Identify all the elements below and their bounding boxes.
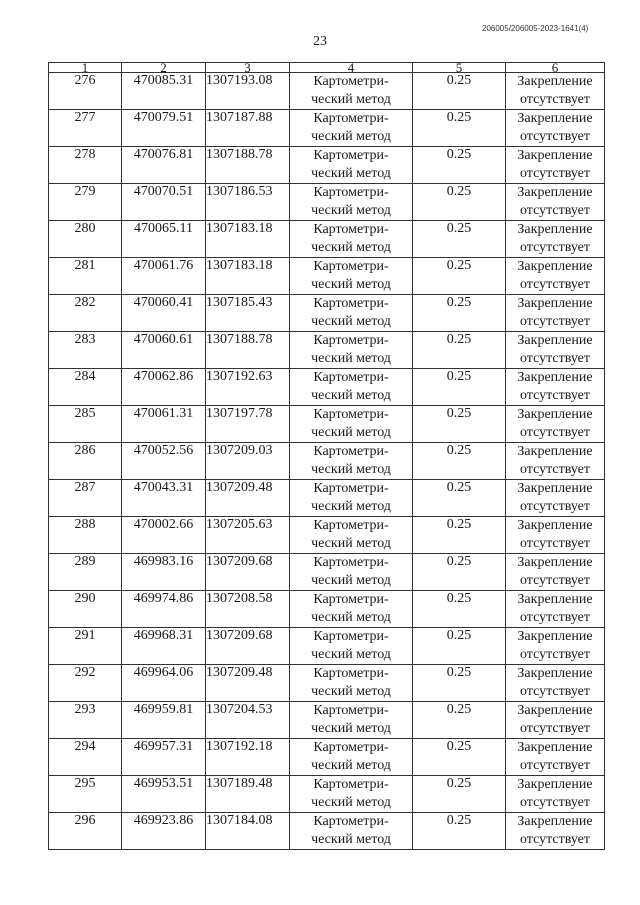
fixing-line-1: Закрепление <box>517 555 593 570</box>
point-number: 292 <box>49 665 122 702</box>
method-line-1: Картометри- <box>313 296 389 311</box>
method-cell <box>290 221 413 258</box>
method-cell <box>290 184 413 221</box>
table-row <box>49 73 605 110</box>
method-cell <box>290 73 413 110</box>
fixing-line-2: отсутствует <box>519 647 591 662</box>
fixing-cell <box>506 739 605 776</box>
method-line-1: Картометри- <box>313 703 389 718</box>
table-row <box>49 443 605 480</box>
fixing-line-2: отсутствует <box>519 832 591 847</box>
fixing-line-1: Закрепление <box>517 259 593 274</box>
document-id: 206005/206005-2023-1641(4) <box>482 24 589 33</box>
fixing-line-1: Закрепление <box>517 814 593 829</box>
method-line-2: ческий метод <box>311 351 391 366</box>
fixing-line-1: Закрепление <box>517 333 593 348</box>
method-line-2: ческий метод <box>311 573 391 588</box>
method-cell <box>290 332 413 369</box>
fixing-line-1: Закрепление <box>517 111 593 126</box>
table-row <box>49 369 605 406</box>
method-cell <box>290 369 413 406</box>
accuracy-value: 0.25 <box>413 480 506 517</box>
fixing-line-2: отсутствует <box>519 499 591 514</box>
table-row <box>49 554 605 591</box>
fixing-cell <box>506 665 605 702</box>
coordinate-x: 470060.41 <box>122 295 206 332</box>
coordinate-y: 1307192.63 <box>206 369 290 406</box>
table-row <box>49 258 605 295</box>
method-line-1: Картометри- <box>313 111 389 126</box>
table-row <box>49 517 605 554</box>
fixing-line-1: Закрепление <box>517 407 593 422</box>
coordinate-x: 470061.31 <box>122 406 206 443</box>
point-number: 287 <box>49 480 122 517</box>
fixing-line-2: отсутствует <box>519 795 591 810</box>
page-number: 23 <box>313 34 327 49</box>
method-line-1: Картометри- <box>313 814 389 829</box>
method-line-2: ческий метод <box>311 536 391 551</box>
table-row <box>49 480 605 517</box>
method-cell <box>290 480 413 517</box>
coordinate-x: 469964.06 <box>122 665 206 702</box>
column-header: 3 <box>206 63 290 73</box>
fixing-line-2: отсутствует <box>519 277 591 292</box>
fixing-line-1: Закрепление <box>517 666 593 681</box>
method-cell <box>290 258 413 295</box>
fixing-line-2: отсутствует <box>519 129 591 144</box>
point-number: 284 <box>49 369 122 406</box>
column-header: 5 <box>413 63 506 73</box>
table-row <box>49 665 605 702</box>
fixing-cell <box>506 443 605 480</box>
point-number: 294 <box>49 739 122 776</box>
method-line-1: Картометри- <box>313 370 389 385</box>
point-number: 282 <box>49 295 122 332</box>
fixing-line-2: отсутствует <box>519 610 591 625</box>
method-line-2: ческий метод <box>311 166 391 181</box>
fixing-cell <box>506 517 605 554</box>
method-line-2: ческий метод <box>311 758 391 773</box>
table-row <box>49 628 605 665</box>
fixing-line-2: отсутствует <box>519 425 591 440</box>
fixing-line-2: отсутствует <box>519 758 591 773</box>
method-line-1: Картометри- <box>313 592 389 607</box>
method-cell <box>290 295 413 332</box>
accuracy-value: 0.25 <box>413 406 506 443</box>
coordinate-y: 1307209.03 <box>206 443 290 480</box>
method-line-2: ческий метод <box>311 462 391 477</box>
fixing-line-2: отсутствует <box>519 314 591 329</box>
method-line-2: ческий метод <box>311 647 391 662</box>
fixing-cell <box>506 110 605 147</box>
coordinate-y: 1307204.53 <box>206 702 290 739</box>
coordinate-x: 469968.31 <box>122 628 206 665</box>
fixing-line-1: Закрепление <box>517 777 593 792</box>
coordinate-y: 1307183.18 <box>206 221 290 258</box>
column-header: 6 <box>506 63 605 73</box>
coordinate-x: 470076.81 <box>122 147 206 184</box>
coordinate-x: 469974.86 <box>122 591 206 628</box>
fixing-line-1: Закрепление <box>517 592 593 607</box>
fixing-cell <box>506 73 605 110</box>
table-row <box>49 406 605 443</box>
table-row <box>49 739 605 776</box>
method-line-1: Картометри- <box>313 444 389 459</box>
coordinate-y: 1307208.58 <box>206 591 290 628</box>
coordinate-y: 1307186.53 <box>206 184 290 221</box>
method-line-1: Картометри- <box>313 407 389 422</box>
coordinate-y: 1307185.43 <box>206 295 290 332</box>
method-cell <box>290 110 413 147</box>
accuracy-value: 0.25 <box>413 221 506 258</box>
method-line-1: Картометри- <box>313 629 389 644</box>
coordinate-y: 1307209.48 <box>206 480 290 517</box>
fixing-line-1: Закрепление <box>517 148 593 163</box>
fixing-line-2: отсутствует <box>519 240 591 255</box>
fixing-cell <box>506 776 605 813</box>
coordinate-y: 1307189.48 <box>206 776 290 813</box>
fixing-cell <box>506 480 605 517</box>
point-number: 276 <box>49 73 122 110</box>
point-number: 293 <box>49 702 122 739</box>
accuracy-value: 0.25 <box>413 443 506 480</box>
method-cell <box>290 554 413 591</box>
coordinate-x: 470085.31 <box>122 73 206 110</box>
table-row <box>49 813 605 850</box>
method-cell <box>290 628 413 665</box>
method-line-1: Картометри- <box>313 555 389 570</box>
accuracy-value: 0.25 <box>413 776 506 813</box>
fixing-cell <box>506 813 605 850</box>
coordinate-y: 1307184.08 <box>206 813 290 850</box>
coordinate-y: 1307197.78 <box>206 406 290 443</box>
method-line-2: ческий метод <box>311 388 391 403</box>
fixing-line-1: Закрепление <box>517 481 593 496</box>
accuracy-value: 0.25 <box>413 554 506 591</box>
coordinate-x: 469953.51 <box>122 776 206 813</box>
coordinate-x: 470043.31 <box>122 480 206 517</box>
method-line-1: Картометри- <box>313 333 389 348</box>
coordinate-y: 1307193.08 <box>206 73 290 110</box>
fixing-line-2: отсутствует <box>519 166 591 181</box>
fixing-cell <box>506 221 605 258</box>
method-line-1: Картометри- <box>313 481 389 496</box>
point-number: 286 <box>49 443 122 480</box>
method-line-1: Картометри- <box>313 777 389 792</box>
fixing-cell <box>506 628 605 665</box>
accuracy-value: 0.25 <box>413 813 506 850</box>
accuracy-value: 0.25 <box>413 517 506 554</box>
table-row <box>49 184 605 221</box>
method-cell <box>290 665 413 702</box>
table-header-row <box>49 63 605 73</box>
fixing-line-2: отсутствует <box>519 388 591 403</box>
fixing-cell <box>506 554 605 591</box>
coordinate-x: 469957.31 <box>122 739 206 776</box>
method-line-2: ческий метод <box>311 684 391 699</box>
method-line-2: ческий метод <box>311 795 391 810</box>
method-cell <box>290 517 413 554</box>
method-line-2: ческий метод <box>311 203 391 218</box>
coordinate-y: 1307188.78 <box>206 332 290 369</box>
point-number: 289 <box>49 554 122 591</box>
column-header: 1 <box>49 63 122 73</box>
method-line-2: ческий метод <box>311 721 391 736</box>
accuracy-value: 0.25 <box>413 702 506 739</box>
accuracy-value: 0.25 <box>413 739 506 776</box>
coordinate-x: 470060.61 <box>122 332 206 369</box>
fixing-line-2: отсутствует <box>519 462 591 477</box>
table-row <box>49 591 605 628</box>
fixing-line-1: Закрепление <box>517 629 593 644</box>
accuracy-value: 0.25 <box>413 332 506 369</box>
point-number: 281 <box>49 258 122 295</box>
point-number: 290 <box>49 591 122 628</box>
accuracy-value: 0.25 <box>413 184 506 221</box>
point-number: 285 <box>49 406 122 443</box>
coordinate-x: 470062.86 <box>122 369 206 406</box>
method-line-1: Картометри- <box>313 740 389 755</box>
point-number: 288 <box>49 517 122 554</box>
method-line-1: Картометри- <box>313 259 389 274</box>
method-line-2: ческий метод <box>311 832 391 847</box>
coordinates-table <box>48 62 605 850</box>
fixing-cell <box>506 369 605 406</box>
coordinate-x: 470052.56 <box>122 443 206 480</box>
fixing-cell <box>506 258 605 295</box>
method-line-2: ческий метод <box>311 277 391 292</box>
method-cell <box>290 739 413 776</box>
accuracy-value: 0.25 <box>413 73 506 110</box>
method-line-1: Картометри- <box>313 185 389 200</box>
method-cell <box>290 147 413 184</box>
method-line-2: ческий метод <box>311 314 391 329</box>
coordinate-y: 1307209.68 <box>206 628 290 665</box>
coordinate-y: 1307183.18 <box>206 258 290 295</box>
fixing-line-2: отсутствует <box>519 721 591 736</box>
method-cell <box>290 591 413 628</box>
method-cell <box>290 776 413 813</box>
method-line-2: ческий метод <box>311 129 391 144</box>
point-number: 277 <box>49 110 122 147</box>
method-line-2: ческий метод <box>311 499 391 514</box>
fixing-cell <box>506 332 605 369</box>
fixing-line-2: отсутствует <box>519 203 591 218</box>
accuracy-value: 0.25 <box>413 110 506 147</box>
fixing-line-1: Закрепление <box>517 296 593 311</box>
point-number: 296 <box>49 813 122 850</box>
fixing-cell <box>506 295 605 332</box>
table-row <box>49 332 605 369</box>
coordinate-y: 1307188.78 <box>206 147 290 184</box>
fixing-line-2: отсутствует <box>519 684 591 699</box>
accuracy-value: 0.25 <box>413 147 506 184</box>
fixing-line-2: отсутствует <box>519 573 591 588</box>
table-row <box>49 147 605 184</box>
fixing-line-1: Закрепление <box>517 444 593 459</box>
coordinate-y: 1307205.63 <box>206 517 290 554</box>
point-number: 279 <box>49 184 122 221</box>
method-cell <box>290 702 413 739</box>
fixing-cell <box>506 147 605 184</box>
fixing-line-1: Закрепление <box>517 703 593 718</box>
coordinate-x: 470070.51 <box>122 184 206 221</box>
method-line-2: ческий метод <box>311 610 391 625</box>
point-number: 291 <box>49 628 122 665</box>
fixing-cell <box>506 184 605 221</box>
fixing-line-1: Закрепление <box>517 370 593 385</box>
coordinate-x: 469959.81 <box>122 702 206 739</box>
accuracy-value: 0.25 <box>413 628 506 665</box>
fixing-cell <box>506 591 605 628</box>
fixing-line-1: Закрепление <box>517 518 593 533</box>
method-cell <box>290 406 413 443</box>
accuracy-value: 0.25 <box>413 295 506 332</box>
fixing-line-2: отсутствует <box>519 536 591 551</box>
table-row <box>49 295 605 332</box>
coordinate-x: 469983.16 <box>122 554 206 591</box>
point-number: 280 <box>49 221 122 258</box>
fixing-line-1: Закрепление <box>517 74 593 89</box>
method-line-2: ческий метод <box>311 240 391 255</box>
table-body <box>49 73 605 850</box>
method-line-2: ческий метод <box>311 92 391 107</box>
coordinate-x: 470061.76 <box>122 258 206 295</box>
coordinate-x: 469923.86 <box>122 813 206 850</box>
method-line-1: Картометри- <box>313 222 389 237</box>
point-number: 278 <box>49 147 122 184</box>
method-line-1: Картометри- <box>313 148 389 163</box>
coordinate-y: 1307209.48 <box>206 665 290 702</box>
point-number: 295 <box>49 776 122 813</box>
method-line-2: ческий метод <box>311 425 391 440</box>
fixing-cell <box>506 406 605 443</box>
table-row <box>49 221 605 258</box>
accuracy-value: 0.25 <box>413 258 506 295</box>
fixing-line-2: отсутствует <box>519 92 591 107</box>
coordinate-x: 470065.11 <box>122 221 206 258</box>
method-cell <box>290 443 413 480</box>
table-row <box>49 110 605 147</box>
accuracy-value: 0.25 <box>413 591 506 628</box>
method-cell <box>290 813 413 850</box>
method-line-1: Картометри- <box>313 74 389 89</box>
fixing-line-2: отсутствует <box>519 351 591 366</box>
method-line-1: Картометри- <box>313 518 389 533</box>
column-header: 4 <box>290 63 413 73</box>
fixing-line-1: Закрепление <box>517 185 593 200</box>
point-number: 283 <box>49 332 122 369</box>
fixing-line-1: Закрепление <box>517 222 593 237</box>
table-row <box>49 776 605 813</box>
fixing-line-1: Закрепление <box>517 740 593 755</box>
fixing-cell <box>506 702 605 739</box>
method-line-1: Картометри- <box>313 666 389 681</box>
column-header: 2 <box>122 63 206 73</box>
accuracy-value: 0.25 <box>413 369 506 406</box>
coordinate-y: 1307192.18 <box>206 739 290 776</box>
coordinate-y: 1307187.88 <box>206 110 290 147</box>
accuracy-value: 0.25 <box>413 665 506 702</box>
coordinate-x: 470002.66 <box>122 517 206 554</box>
coordinate-x: 470079.51 <box>122 110 206 147</box>
coordinate-y: 1307209.68 <box>206 554 290 591</box>
table-row <box>49 702 605 739</box>
